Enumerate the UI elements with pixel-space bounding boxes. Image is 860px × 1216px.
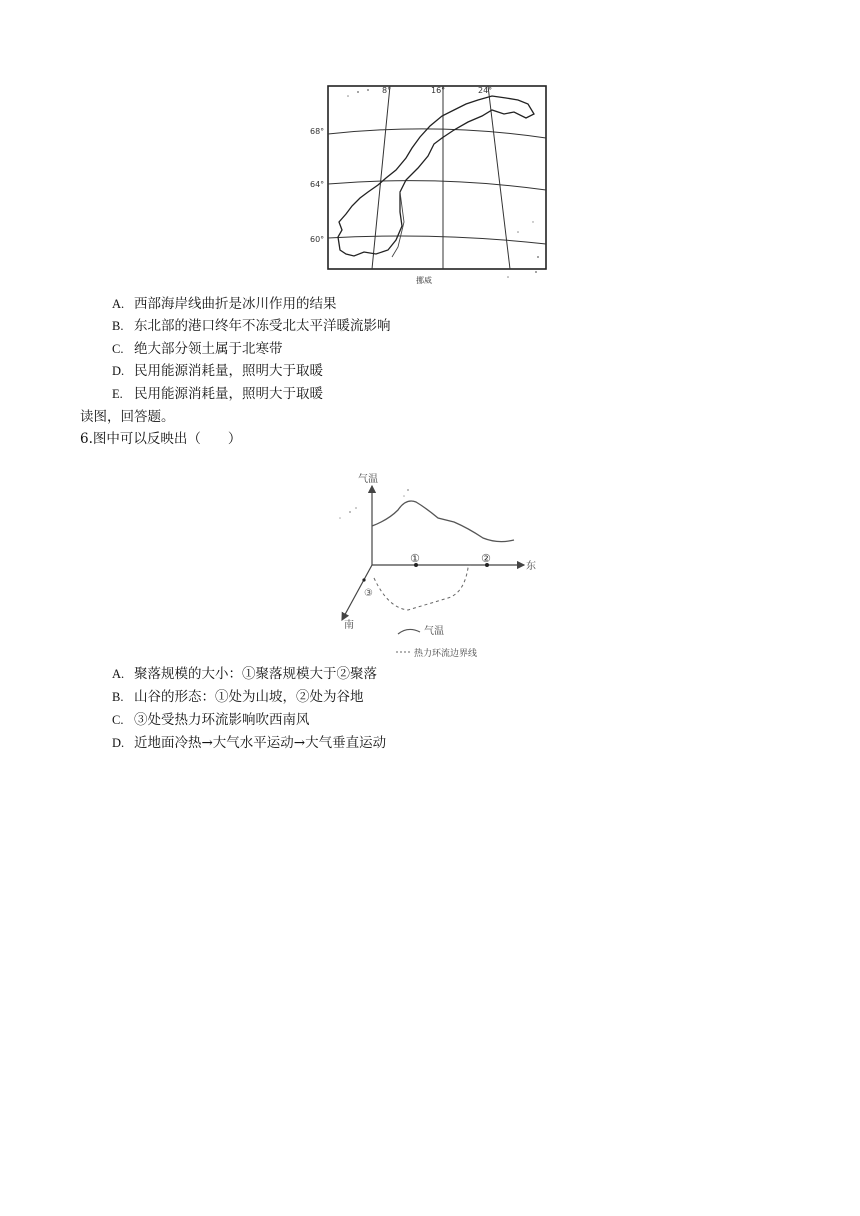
point-3-label: ③	[364, 588, 373, 599]
point-1-label: ①	[410, 552, 420, 565]
x-axis-label: 东	[526, 561, 536, 572]
point-2-label: ②	[481, 552, 491, 565]
lat-label-60: 60°	[310, 235, 325, 244]
option-text: 近地面冷热→大气水平运动→大气垂直运动	[134, 735, 387, 751]
legend-temp-swatch	[398, 629, 420, 634]
lat-label-64: 64°	[310, 180, 325, 189]
lon-label-24: 24°	[478, 86, 493, 95]
q5-option-a	[112, 295, 337, 313]
option-text: 西部海岸线曲折是冰川作用的结果	[134, 296, 337, 312]
q5-option-b	[112, 317, 391, 335]
legend-temp-label: 气温	[424, 626, 444, 637]
temperature-curve	[372, 501, 514, 542]
intro-text: 读图，回答题。	[80, 409, 175, 425]
q6-option-d	[112, 734, 386, 752]
q6-option-c	[112, 711, 310, 729]
option-text: 山谷的形态：①处为山坡，②处为谷地	[134, 689, 364, 705]
map-caption: 挪威	[416, 276, 432, 285]
lon-label-16: 16°	[431, 86, 446, 95]
q5-option-d	[112, 362, 323, 380]
q5-option-c	[112, 340, 283, 358]
option-text: 绝大部分领土属于北寒带	[134, 341, 283, 357]
boundary-line	[374, 565, 470, 610]
q6-stem-text: 图中可以反映出（ ）	[92, 431, 242, 447]
thermal-circulation-diagram	[328, 468, 548, 664]
q5-option-e	[112, 385, 323, 403]
option-text: 民用能源消耗量，照明大于取暖	[134, 363, 323, 379]
option-letter: E.	[112, 387, 123, 401]
option-letter: A.	[112, 297, 125, 311]
option-text: 民用能源消耗量，照明大于取暖	[134, 386, 323, 402]
option-text: ③处受热力环流影响吹西南风	[134, 712, 310, 728]
y-axis-label: 气温	[358, 474, 378, 485]
option-text: 聚落规模的大小：①聚落规模大于②聚落	[134, 666, 377, 682]
option-text: 东北部的港口终年不冻受北太平洋暖流影响	[134, 318, 391, 334]
q6-stem	[80, 430, 241, 448]
q6-number: 6.	[80, 431, 93, 447]
norway-map-figure	[308, 82, 558, 292]
map-frame	[328, 86, 546, 269]
option-letter: C.	[112, 342, 124, 356]
q6-option-b	[112, 688, 364, 706]
q6-option-a	[112, 665, 377, 683]
point-3-marker	[362, 578, 365, 581]
option-letter: C.	[112, 713, 124, 727]
lat-label-68: 68°	[310, 127, 325, 136]
option-letter: D.	[112, 736, 125, 750]
option-letter: B.	[112, 319, 124, 333]
z-axis-label: 南	[344, 620, 354, 631]
lon-label-8: 8°	[382, 86, 392, 95]
option-letter: D.	[112, 364, 125, 378]
option-letter: A.	[112, 667, 125, 681]
option-letter: B.	[112, 690, 124, 704]
legend-boundary-label: 热力环流边界线	[414, 649, 478, 659]
